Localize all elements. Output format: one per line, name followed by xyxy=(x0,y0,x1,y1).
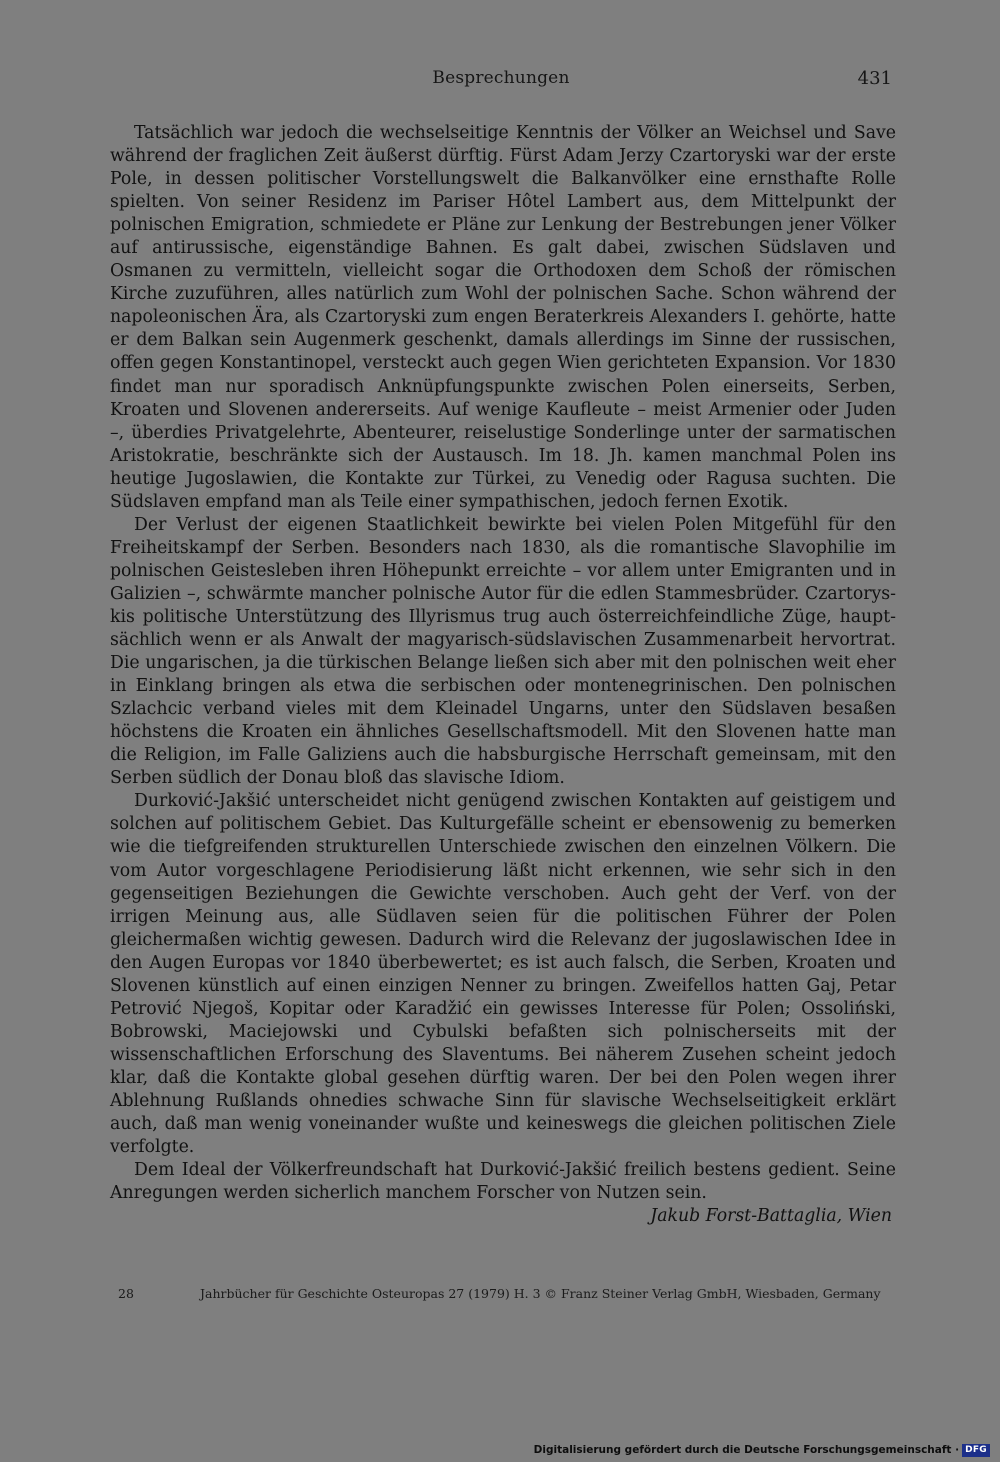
page-number: 431 xyxy=(857,68,892,89)
paragraph-4: Dem Ideal der Völkerfreundschaft hat Durković-Jakšić freilich bestens gedient. Seine Anregungen werden sicherlich manchem Forscher von Nutzen sein. xyxy=(110,1160,896,1204)
paragraph-1: Tatsächlich war jedoch die wechselseitige Kenntnis der Völker an Weichsel und Save während der fraglichen Zeit äußerst dürftig. Fürst Adam Jerzy Czartoryski war der erste Pole, in dessen politischer Vorstellungswelt die Balkanvölker eine ernsthafte Rolle spielten. Von seiner Residenz im Pariser Hôtel Lambert aus, dem Mittelpunkt der polnischen Emigration, schmiedete er Pläne zur Lenkung der Bestrebungen jener Völker auf antirussische, eigenständige Bahnen. Es galt dabei, zwischen Südslaven und Osmanen zu vermitteln, vielleicht sogar die Orthodoxen dem Schoß der römischen Kirche zuzuführen, alles natürlich zum Wohl der polnischen Sache. Schon während der napoleonischen Ära, als Czartoryski zum engen Beraterkreis Alexanders I. gehörte, hatte er dem Balkan sein Augenmerk geschenkt, damals allerdings im Sinne der russischen, offen gegen Konstantinopel, versteckt auch gegen Wien gerichteten Expansion. Vor 1830 findet man nur sporadisch Anknüpfungspunkte zwischen Polen einerseits, Serben, Kroaten und Slovenen andererseits. Auf wenige Kaufleute – meist Armenier oder Juden –, überdies Privatgelehrte, Abenteurer, reiselustige Sonderlinge unter der sarmatischen Aristokratie, beschränkte sich der Austausch. Im 18. Jh. kamen manchmal Polen ins heutige Jugoslawien, die Kontakte zur Türkei, zu Venedig oder Ragusa suchten. Die Südslaven empfand man als Teile einer sympathischen, jedoch fernen Exotik. xyxy=(110,123,896,512)
digitization-notice xyxy=(534,1443,990,1457)
running-title: Besprechungen xyxy=(432,68,570,88)
running-header xyxy=(110,68,892,98)
paragraph-3: Durković-Jakšić unterscheidet nicht genügend zwischen Kontakten auf geistigem und solchen auf politischem Gebiet. Das Kulturgefälle scheint er ebensowenig zu bemerken wie die tiefgreifenden strukturellen Unterschiede zwischen den einzelnen Völkern. Die vom Autor vorgeschlagene Periodisierung läßt nicht erkennen, wie sehr sich in den gegenseitigen Beziehungen die Gewichte verschoben. Auch geht der Verf. von der irrigen Meinung aus, alle Südlaven seien für die politischen Führer der Polen gleichermaßen wichtig gewesen. Dadurch wird die Relevanz der jugoslawischen Idee in den Augen Europas vor 1840 überbewertet; es ist auch falsch, die Serben, Kroaten und Slovenen künstlich auf einen einzigen Nenner zu bringen. Zweifellos hatten Gaj, Petar Petrović Njegoš, Kopitar oder Karadžić ein gewisses Interesse für Polen; Ossoliński, Bobrowski, Maciejowski und Cybulski befaßten sich polnischerseits mit der wissenschaftlichen Erforschung des Slaventums. Bei näherem Zusehen scheint jedoch klar, daß die Kontakte global gesehen dürftig waren. Der bei den Polen wegen ihrer Ablehnung Rußlands ohnedies schwache Sinn für slavische Wechselseitigkeit erklärt auch, daß man wenig voneinander wußte und keineswegs die gleichen politischen Ziele verfolgte. xyxy=(110,791,896,1158)
journal-citation: Jahrbücher für Geschichte Osteuropas 27 (1979) H. 3 © Franz Steiner Verlag GmbH, Wiesbaden, Germany xyxy=(200,1286,881,1301)
dfg-logo-icon: DFG xyxy=(962,1444,990,1457)
body-text xyxy=(110,122,896,1228)
author-signature: Jakub Forst-Battaglia, Wien xyxy=(650,1206,892,1227)
signature-number: 28 xyxy=(118,1286,134,1301)
paragraph-2: Der Verlust der eigenen Staatlichkeit bewirkte bei vielen Polen Mitgefühl für den Freiheitskampf der Serben. Besonders nach 1830, als die romantische Slavophilie im polnischen Geistesleben ihren Höhepunkt erreichte – vor allem unter Emigranten und in Galizien –, schwärmte mancher polnische Autor für die edlen Stammesbrüder. Czartoryskis politische Unterstützung des Illyrismus trug auch österreichfeindliche Züge, hauptsächlich wenn er als Anwalt der magyarisch-südslavischen Zusammenarbeit hervortrat. Die ungarischen, ja die türkischen Belange ließen sich aber mit den polnischen weit eher in Einklang bringen als etwa die serbischen oder montenegrinischen. Den polnischen Szlachcic verband vieles mit dem Kleinadel Ungarns, unter den Südslaven besaßen höchstens die Kroaten ein ähnliches Gesellschaftsmodell. Mit den Slovenen hatte man die Religion, im Falle Galiziens auch die habsburgische Herrschaft gemeinsam, mit den Serben südlich der Donau bloß das slavische Idiom. xyxy=(110,514,896,789)
digitization-notice-text: Digitalisierung gefördert durch die Deutsche Forschungsgemeinschaft · xyxy=(533,1444,960,1456)
